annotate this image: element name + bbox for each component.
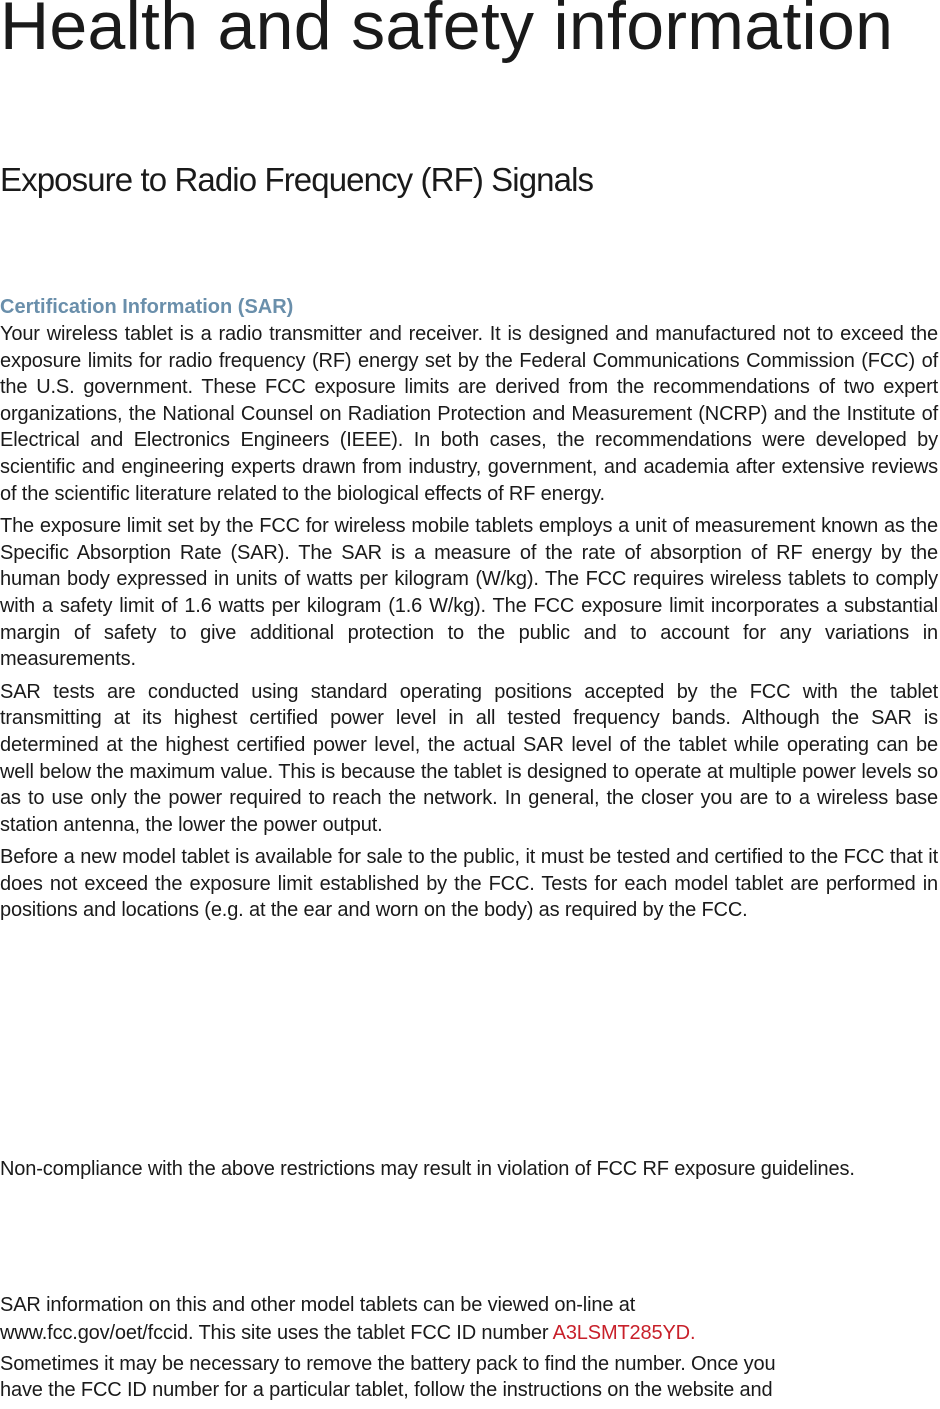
paragraph-sar-tests: SAR tests are conducted using standard operating positions accepted by the FCC with the tablet transmitting at its highest certified power level in all tested frequency bands. Although the SAR is determined at the highest certified power level, the actual SAR level of the tablet while operating can be well below the maximum value. This is because the tablet is designed to operate at multiple power levels so as to use only the power required to reach the network. In general, the closer you are to a wireless base station antenna, the lower the power output. [0,680,938,836]
page-title: Health and safety information [0,0,894,64]
sar-info [0,1291,938,1403]
sar-info-line-2 [0,1319,938,1347]
sar-info-line-3: Sometimes it may be necessary to remove the battery pack to find the number. Once you [0,1353,776,1375]
paragraph-certification: Before a new model tablet is available for sale to the public, it must be tested and certified to the FCC that it does not exceed the exposure limit established by the FCC. Tests for each model tablet are performed in positions and locations (e.g. at the ear and worn on the body) as required by the FCC. [0,846,938,922]
sar-info-line-4: have the FCC ID number for a particular tablet, follow the instructions on the website and [0,1379,773,1401]
body-paragraphs [0,321,938,930]
fcc-id-number: A3LSMT285YD. [552,1322,696,1344]
paragraph-intro: Your wireless tablet is a radio transmitter and receiver. It is designed and manufactured not to exceed the exposure limits for radio frequency (RF) energy set by the Federal Communications Commission (FCC) of the U.S. government. These FCC exposure limits are derived from the recommendations of two expert organizations, the National Counsel on Radiation Protection and Measurement (NCRP) and the Institute of Electrical and Electronics Engineers (IEEE). In both cases, the recommendations were developed by scientific and engineering experts drawn from industry, government, and academia after extensive reviews of the scientific literature related to the biological effects of RF energy. [0,323,938,505]
compliance-note: Non-compliance with the above restrictions may result in violation of FCC RF exposure guidelines. [0,1158,855,1180]
paragraph-sar-unit: The exposure limit set by the FCC for wireless mobile tablets employs a unit of measurement known as the Specific Absorption Rate (SAR). The SAR is a measure of the rate of absorption of RF energy by the human body expressed in units of watts per kilogram (W/kg). The FCC requires wireless tablets to comply with a safety limit of 1.6 watts per kilogram (1.6 W/kg). The FCC exposure limit incorporates a substantial margin of safety to give additional protection to the public and to account for any variations in measurements. [0,515,938,671]
sar-info-url-text: www.fcc.gov/oet/fccid. This site uses the tablet FCC ID number [0,1322,553,1344]
sar-info-line-1: SAR information on this and other model tablets can be viewed on-line at [0,1294,636,1316]
subheading-certification: Certification Information (SAR) [0,296,294,318]
section-title: Exposure to Radio Frequency (RF) Signals [0,161,594,198]
